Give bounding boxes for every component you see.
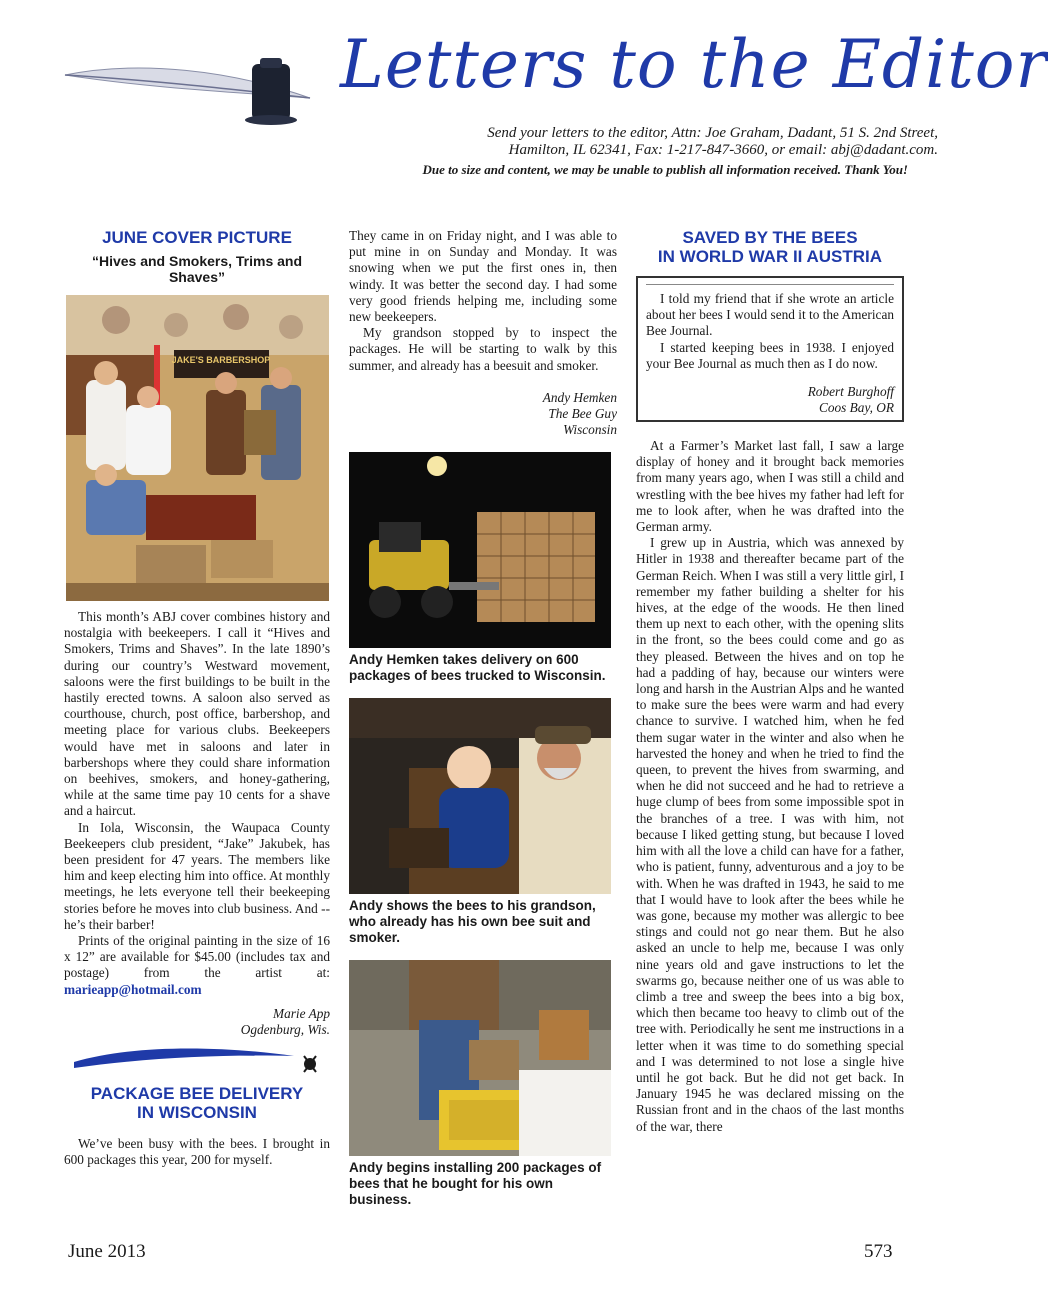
- june-cover-heading: JUNE COVER PICTURE: [102, 228, 292, 247]
- june-cover-paragraph-1: This month’s ABJ cover combines history and nostalgia with beekeepers. I call it “Hives and Smokers, Trims and Shaves”. In the late 1890’s during our country’s Westward movement, saloons were the first buildings to be built in the hastily erected towns. A saloon also served as courthouse, church, post office, barbershop, and meeting place for various clubs. Beekeepers would have met in saloons and later in barbershops where they could share information on beehives, smokers, and honey-gathering, while at the same time pay 10 cents for a shave and a haircut.: [64, 609, 330, 819]
- saved-by-bees-heading-line-1: SAVED BY THE BEES: [682, 228, 858, 247]
- intro-letter-paragraph-1: I told my friend that if she wrote an article about her bees I would send it to the American Bee Journal.: [646, 291, 894, 339]
- package-bee-paragraph-1: We’ve been busy with the bees. I brought in 600 packages this year, 200 for myself.: [64, 1135, 330, 1168]
- package-bee-heading-line-2: IN WISCONSIN: [137, 1102, 257, 1122]
- package-bee-heading: [64, 1084, 330, 1122]
- signature-place: Wisconsin: [563, 421, 617, 437]
- column-right: [636, 228, 904, 1135]
- submission-instructions: [390, 125, 938, 159]
- saved-by-bees-paragraph-1: At a Farmer’s Market last fall, I saw a large display of honey and it brought back memories from many years ago, when I was still a child and wrestling with the bee hives my father had left for me to look after, when he was drafted into the German army.: [636, 438, 904, 535]
- delivery-photo-caption: Andy Hemken takes delivery on 600 packages of bees trucked to Wisconsin.: [349, 651, 606, 683]
- intro-letter-box: [636, 276, 904, 422]
- grandson-photo-caption: Andy shows the bees to his grandson, who already has his own bee suit and smoker.: [349, 897, 596, 945]
- signature-name: Marie App: [273, 1005, 330, 1021]
- cover-painting-image: [66, 295, 329, 601]
- package-bee-paragraph-3: My grandson stopped by to inspect the packages. He will be starting to walk by this summer, and already has a beesuit and smoker.: [349, 325, 617, 373]
- installing-photo: [349, 960, 611, 1156]
- package-bee-signature: [349, 390, 617, 438]
- installing-photo-caption: Andy begins installing 200 packages of bees that he bought for his own business.: [349, 1159, 602, 1207]
- instructions-line-1: Send your letters to the editor, Attn: Joe Graham, Dadant, 51 S. 2nd Street,: [487, 125, 938, 141]
- package-bee-heading-line-1: PACKAGE BEE DELIVERY: [90, 1083, 304, 1103]
- signature-place: Coos Bay, OR: [819, 400, 894, 416]
- signature-place: Ogdenburg, Wis.: [240, 1021, 330, 1037]
- grandson-photo: [349, 698, 611, 894]
- artist-email-link[interactable]: marieapp@hotmail.com: [64, 981, 202, 997]
- page-title: Letters to the Editor: [340, 26, 1048, 103]
- section-divider: [64, 1038, 330, 1078]
- publication-note: Due to size and content, we may be unable to publish all information received. Thank You!: [422, 162, 908, 177]
- delivery-photo: [349, 452, 611, 648]
- june-cover-paragraph-3: [64, 933, 330, 998]
- page-header: [0, 0, 1048, 200]
- page-number: 573: [864, 1241, 893, 1262]
- saved-by-bees-heading-line-2: IN WORLD WAR II AUSTRIA: [657, 247, 883, 266]
- instructions-line-2: Hamilton, IL 62341, Fax: 1-217-847-3660, or email: abj@dadant.com.: [508, 142, 938, 158]
- signature-title: The Bee Guy: [548, 405, 617, 421]
- june-cover-paragraph-3-text: Prints of the original painting in the size of 16 x 12” are available for $45.00 (includes tax and postage) from the artist at:: [64, 933, 330, 981]
- june-cover-paragraph-2: In Iola, Wisconsin, the Waupaca County Beekeepers club president, “Jake” Jakubek, has been president for 47 years. The members like him and keep electing him into office. At monthly meetings, he lets everyone tell their beekeeping stories before he moves into club business. And -- he’s their barber!: [64, 819, 331, 932]
- column-middle: [349, 228, 617, 1208]
- saved-by-bees-heading: [636, 228, 904, 266]
- package-bee-paragraph-2: They came in on Friday night, and I was able to put mine in on Sunday and Monday. It was snowing when we put the first ones in, then windy. It was better the second day. I had some very good friends helping me, including some new beekeepers.: [349, 228, 617, 325]
- saved-by-bees-paragraph-2: I grew up in Austria, which was annexed by Hitler in 1938 and thereafter became part of the German Reich. When I was still a very little girl, I remember my father building a shelter for his hives, at the edge of the woods. He then lined them up next to each other, with the opening slits in the front, so the bees could come and go as they pleased. Between the hives and on top he had a padding of hay, because our winters were long and harsh in the Austrian Alps and he wanted to make sure the bees were warm and had every chance to survive. I watched him, when he fed them sugar water in the winter and also when he harvested the honey and when he tried to find the queen, to prevent the hives from swarming, and when he did not succeed and he had to retrieve a huge clump of bees from some impossible spot in the branches of a tree. I was with him, not because I liked getting stung, but because I loved him with all the love a child can have for a father, who is patient, funny, adventurous and a joy to be with. When he was drafted in 1943, he said to me that I would have to look after the bees while he was gone, because my mother was allergic to bee stings and could not go near them. But he also asked an uncle to help me, because I was only nine years old and gave instructions to let the swarms go, because neither one of us was able to climb a tree and sweep the bees into a big box, which then became too heavy to climb out of the tree with. Periodically he sent me instructions in a letter when it was time to do something special and I was determined to not lose a single hive until he got back. But he did not get back. In January 1945 he was declared missing on the Russian front and in the chaos of the last months of the war, there: [636, 535, 904, 1134]
- signature-name: Andy Hemken: [542, 389, 617, 405]
- intro-letter-signature: [646, 384, 894, 416]
- intro-letter-paragraph-2: I started keeping bees in 1938. I enjoyed your Bee Journal as much then as I do now.: [646, 339, 894, 371]
- quill-divider-icon: [64, 1038, 330, 1078]
- painting-sign-text: JAKE'S BARBERSHOP: [171, 355, 270, 365]
- issue-date: June 2013: [68, 1241, 146, 1262]
- june-cover-subtitle: “Hives and Smokers, Trims and Shaves”: [91, 253, 303, 285]
- signature-name: Robert Burghoff: [807, 384, 894, 400]
- column-left: [64, 228, 330, 1168]
- june-cover-signature: [64, 1006, 330, 1038]
